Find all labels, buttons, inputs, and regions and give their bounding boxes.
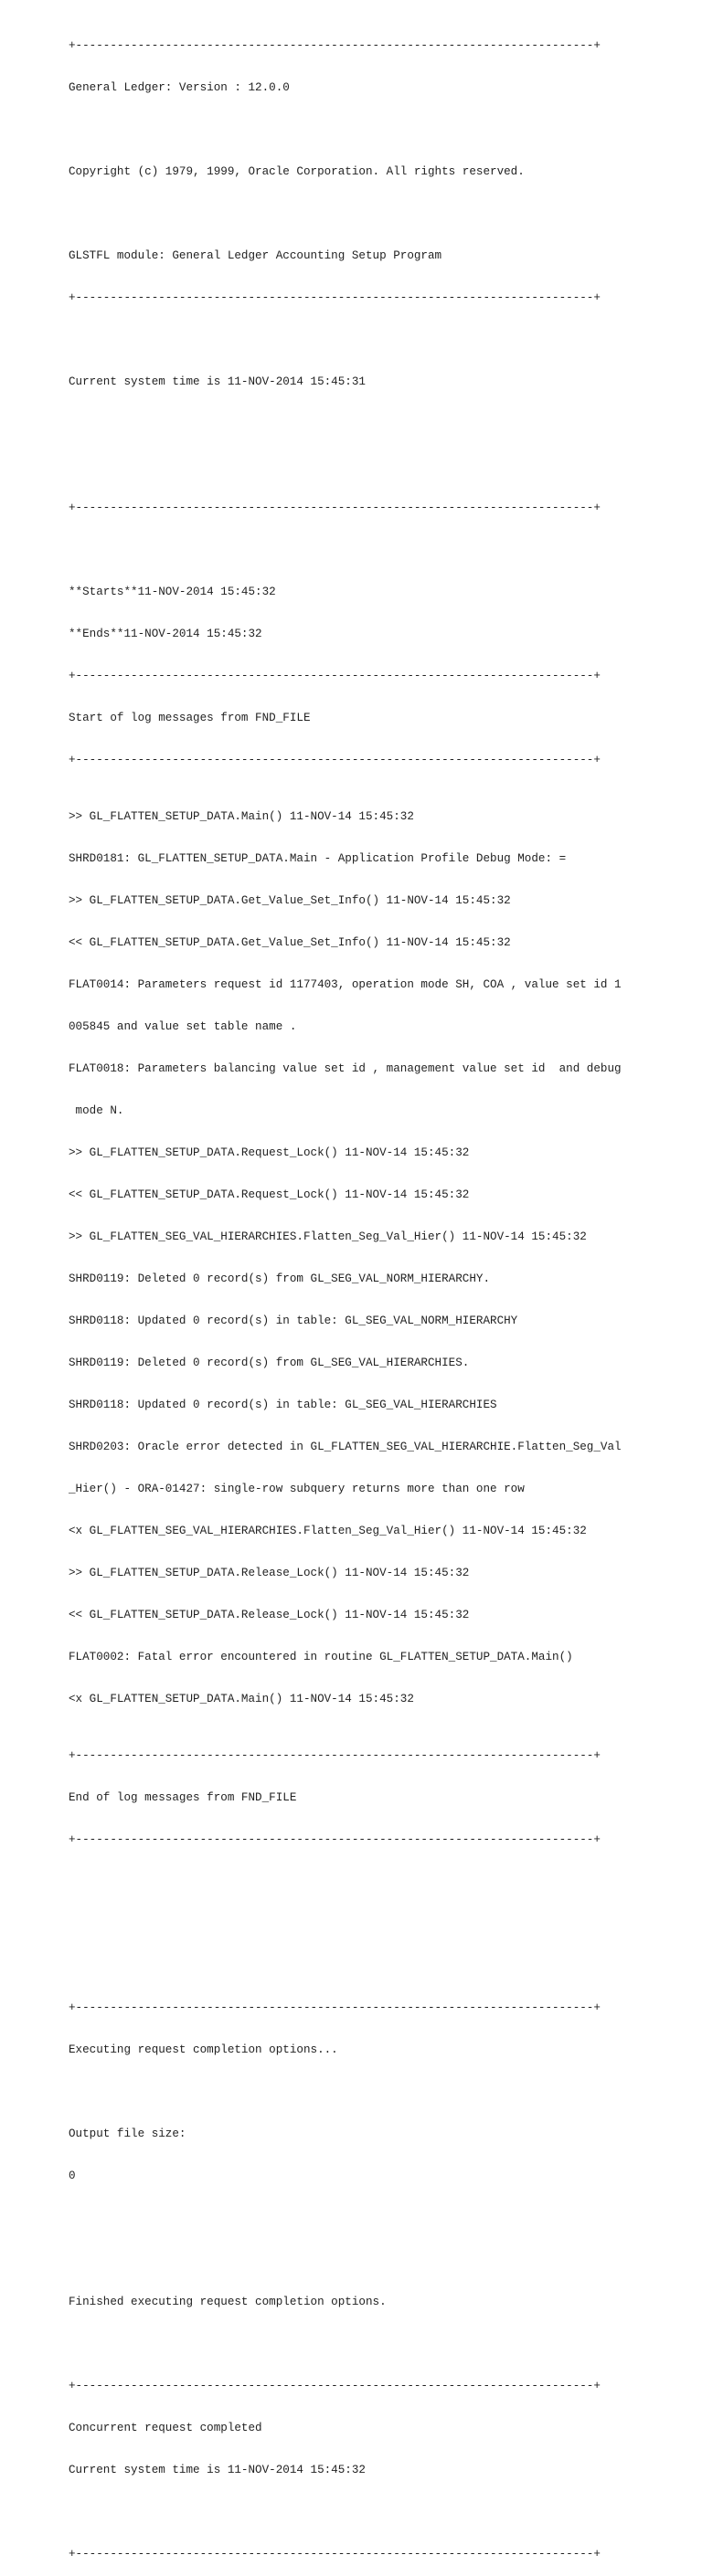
log-message: SHRD0181: GL_FLATTEN_SETUP_DATA.Main - Application Profile Debug Mode: = [69,851,567,865]
log-message: SHRD0203: Oracle error detected in GL_FLATTEN_SEG_VAL_HIERARCHIE.Flatten_Seg_Val [69,1441,622,1454]
blank-line [69,333,654,347]
log-message: _Hier() - ORA-01427: single-row subquery returns more than one row [69,1483,525,1496]
executing-completion-line: Executing request completion options... [69,2043,338,2056]
log-message: >> GL_FLATTEN_SETUP_DATA.Get_Value_Set_Info() 11-NOV-14 15:45:32 [69,893,511,907]
log-message: << GL_FLATTEN_SETUP_DATA.Release_Lock() 11-NOV-14 15:45:32 [69,1609,470,1622]
blank-line [69,1917,654,1931]
separator-line: +---------------------------------------------------------------------------+ [69,290,601,304]
finished-completion-line: Finished executing request completion options. [69,2296,387,2309]
start-log-line: Start of log messages from FND_FILE [69,712,311,725]
blank-line [69,544,654,557]
separator-line: +---------------------------------------------------------------------------+ [69,1832,601,1846]
starts-line: **Starts**11-NOV-2014 15:45:32 [69,586,276,599]
blank-line [69,123,654,137]
blank-line [69,207,654,221]
blank-line [69,1875,654,1889]
log-message: SHRD0119: Deleted 0 record(s) from GL_SEG_VAL_NORM_HIERARCHY. [69,1272,491,1285]
final-time-line: Current system time is 11-NOV-2014 15:45:32 [69,2464,366,2477]
log-message: << GL_FLATTEN_SETUP_DATA.Request_Lock() 11-NOV-14 15:45:32 [69,1188,470,1201]
module-line: GLSTFL module: General Ledger Accounting Setup Program [69,248,442,262]
log-message: SHRD0119: Deleted 0 record(s) from GL_SEG_VAL_HIERARCHIES. [69,1357,470,1369]
separator-line: +---------------------------------------------------------------------------+ [69,1748,601,1762]
log-message: FLAT0018: Parameters balancing value set id , management value set id and debug [69,1061,622,1075]
log-message: <x GL_FLATTEN_SEG_VAL_HIERARCHIES.Flatten_Seg_Val_Hier() 11-NOV-14 15:45:32 [69,1525,587,1538]
log-message: <x GL_FLATTEN_SETUP_DATA.Main() 11-NOV-14 15:45:32 [69,1693,414,1706]
concurrent-request-completed-line: Concurrent request completed [69,2422,262,2435]
current-time-line: Current system time is 11-NOV-2014 15:45:31 [69,375,366,388]
separator-line: +---------------------------------------------------------------------------+ [69,38,601,52]
blank-line [69,2212,654,2225]
ends-line: **Ends**11-NOV-2014 15:45:32 [69,628,262,641]
version-line: General Ledger: Version : 12.0.0 [69,80,290,94]
log-message: 005845 and value set table name . [69,1019,297,1033]
blank-line [69,2338,654,2351]
blank-line [69,2506,654,2519]
output-file-size-value: 0 [69,2169,76,2182]
log-message: << GL_FLATTEN_SETUP_DATA.Get_Value_Set_Info() 11-NOV-14 15:45:32 [69,935,511,949]
blank-line [69,2254,654,2267]
log-message: FLAT0002: Fatal error encountered in routine GL_FLATTEN_SETUP_DATA.Main() [69,1651,573,1664]
separator-line: +---------------------------------------------------------------------------+ [69,754,601,767]
log-message: SHRD0118: Updated 0 record(s) in table: GL_SEG_VAL_HIERARCHIES [69,1399,497,1412]
log-message: >> GL_FLATTEN_SETUP_DATA.Request_Lock() 11-NOV-14 15:45:32 [69,1145,470,1159]
blank-line [69,2085,654,2099]
separator-line: +---------------------------------------------------------------------------+ [69,2548,601,2561]
log-message: >> GL_FLATTEN_SETUP_DATA.Release_Lock() 11-NOV-14 15:45:32 [69,1567,470,1580]
separator-line: +---------------------------------------------------------------------------+ [69,2001,601,2014]
separator-line: +---------------------------------------------------------------------------+ [69,501,601,515]
end-log-line: End of log messages from FND_FILE [69,1790,297,1804]
separator-line: +---------------------------------------------------------------------------+ [69,2380,601,2393]
output-file-size-label: Output file size: [69,2127,186,2140]
log-message: >> GL_FLATTEN_SEG_VAL_HIERARCHIES.Flatten_Seg_Val_Hier() 11-NOV-14 15:45:32 [69,1230,587,1243]
separator-line: +---------------------------------------------------------------------------+ [69,670,601,683]
copyright-line: Copyright (c) 1979, 1999, Oracle Corporation. All rights reserved. [69,164,525,178]
log-message: FLAT0014: Parameters request id 1177403, operation mode SH, COA , value set id 1 [69,977,622,991]
blank-line [69,1959,654,1973]
log-message: >> GL_FLATTEN_SETUP_DATA.Main() 11-NOV-14 15:45:32 [69,809,414,823]
log-message: mode N. [69,1103,124,1117]
blank-line [69,459,654,473]
concurrent-request-log [69,11,654,2576]
log-message: SHRD0118: Updated 0 record(s) in table: GL_SEG_VAL_NORM_HIERARCHY [69,1314,518,1327]
blank-line [69,417,654,431]
